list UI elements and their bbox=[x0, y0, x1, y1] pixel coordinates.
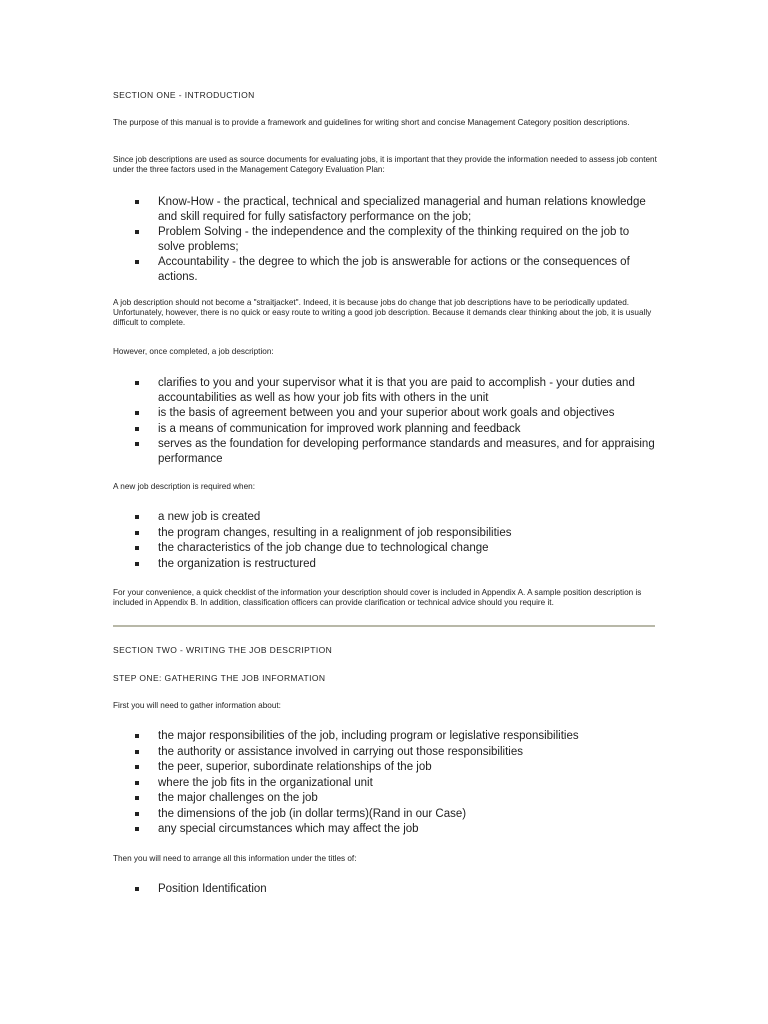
list-item: is a means of communication for improved work planning and feedback bbox=[113, 422, 658, 437]
titles-list bbox=[113, 882, 658, 898]
list-item: is the basis of agreement between you and your superior about work goals and objectives bbox=[113, 406, 658, 421]
required-list bbox=[113, 510, 658, 572]
completed-list bbox=[113, 376, 658, 467]
list-item: where the job fits in the organizational unit bbox=[113, 776, 658, 791]
bullet-icon bbox=[135, 734, 139, 738]
bullet-icon bbox=[135, 750, 139, 754]
bullet-icon bbox=[135, 765, 139, 769]
straitjacket-paragraph: A job description should not become a "straitjacket". Indeed, it is because jobs do change that job descriptions have to be periodically updated. Unfortunately, however, there is no quick or easy route to writing a good job description. Because it demands clear thinking about the job, it is usually difficult to complete. bbox=[113, 298, 652, 327]
arrange-paragraph: Then you will need to arrange all this information under the titles of: bbox=[113, 854, 357, 863]
list-item: the program changes, resulting in a realignment of job responsibilities bbox=[113, 526, 658, 541]
bullet-icon bbox=[135, 531, 139, 535]
bullet-icon bbox=[135, 381, 139, 385]
list-item: the characteristics of the job change due to technological change bbox=[113, 541, 658, 556]
bullet-icon bbox=[135, 230, 139, 234]
step-one-heading: STEP ONE: GATHERING THE JOB INFORMATION bbox=[113, 673, 326, 683]
bullet-icon bbox=[135, 200, 139, 204]
list-item: Know-How - the practical, technical and specialized managerial and human relations knowledge and skill required for fully satisfactory performance on the job; bbox=[113, 195, 658, 224]
bullet-icon bbox=[135, 442, 139, 446]
bullet-icon bbox=[135, 546, 139, 550]
section-one-heading: SECTION ONE - INTRODUCTION bbox=[113, 90, 255, 100]
section-divider bbox=[113, 625, 655, 627]
bullet-icon bbox=[135, 887, 139, 891]
bullet-icon bbox=[135, 411, 139, 415]
list-item: any special circumstances which may affect the job bbox=[113, 822, 658, 837]
purpose-paragraph: The purpose of this manual is to provide a framework and guidelines for writing short and concise Management Category position descriptions. bbox=[113, 118, 630, 127]
bullet-icon bbox=[135, 796, 139, 800]
bullet-icon bbox=[135, 827, 139, 831]
bullet-icon bbox=[135, 781, 139, 785]
once-completed-paragraph: However, once completed, a job description: bbox=[113, 347, 274, 356]
list-item: the peer, superior, subordinate relationships of the job bbox=[113, 760, 658, 775]
new-job-paragraph: A new job description is required when: bbox=[113, 482, 255, 491]
bullet-icon bbox=[135, 515, 139, 519]
list-item: the major challenges on the job bbox=[113, 791, 658, 806]
bullet-icon bbox=[135, 562, 139, 566]
list-item: the dimensions of the job (in dollar terms)(Rand in our Case) bbox=[113, 807, 658, 822]
factors-list bbox=[113, 195, 658, 285]
list-item: the organization is restructured bbox=[113, 557, 658, 572]
list-item: Position Identification bbox=[113, 882, 658, 897]
list-item: serves as the foundation for developing performance standards and measures, and for appraising performance bbox=[113, 437, 658, 466]
list-item: the authority or assistance involved in carrying out those responsibilities bbox=[113, 745, 658, 760]
gather-list bbox=[113, 729, 658, 838]
convenience-paragraph: For your convenience, a quick checklist of the information your description should cover is included in Appendix A. A sample position description is included in Appendix B. In addition, classification officers can provide clarification or technical advice should you require it. bbox=[113, 588, 642, 607]
section-two-heading: SECTION TWO - WRITING THE JOB DESCRIPTION bbox=[113, 645, 333, 655]
list-item: a new job is created bbox=[113, 510, 658, 525]
list-item: Accountability - the degree to which the job is answerable for actions or the consequences of actions. bbox=[113, 255, 658, 284]
bullet-icon bbox=[135, 260, 139, 264]
bullet-icon bbox=[135, 812, 139, 816]
list-item: the major responsibilities of the job, including program or legislative responsibilities bbox=[113, 729, 658, 744]
bullet-icon bbox=[135, 427, 139, 431]
list-item: Problem Solving - the independence and the complexity of the thinking required on the job to solve problems; bbox=[113, 225, 658, 254]
list-item: clarifies to you and your supervisor what it is that you are paid to accomplish - your duties and accountabilities as well as how your job fits with others in the unit bbox=[113, 376, 658, 405]
gather-paragraph: First you will need to gather information about: bbox=[113, 701, 281, 710]
source-documents-paragraph: Since job descriptions are used as source documents for evaluating jobs, it is important that they provide the information needed to assess job content under the three factors used in the Management Category Evaluation Plan: bbox=[113, 155, 657, 174]
